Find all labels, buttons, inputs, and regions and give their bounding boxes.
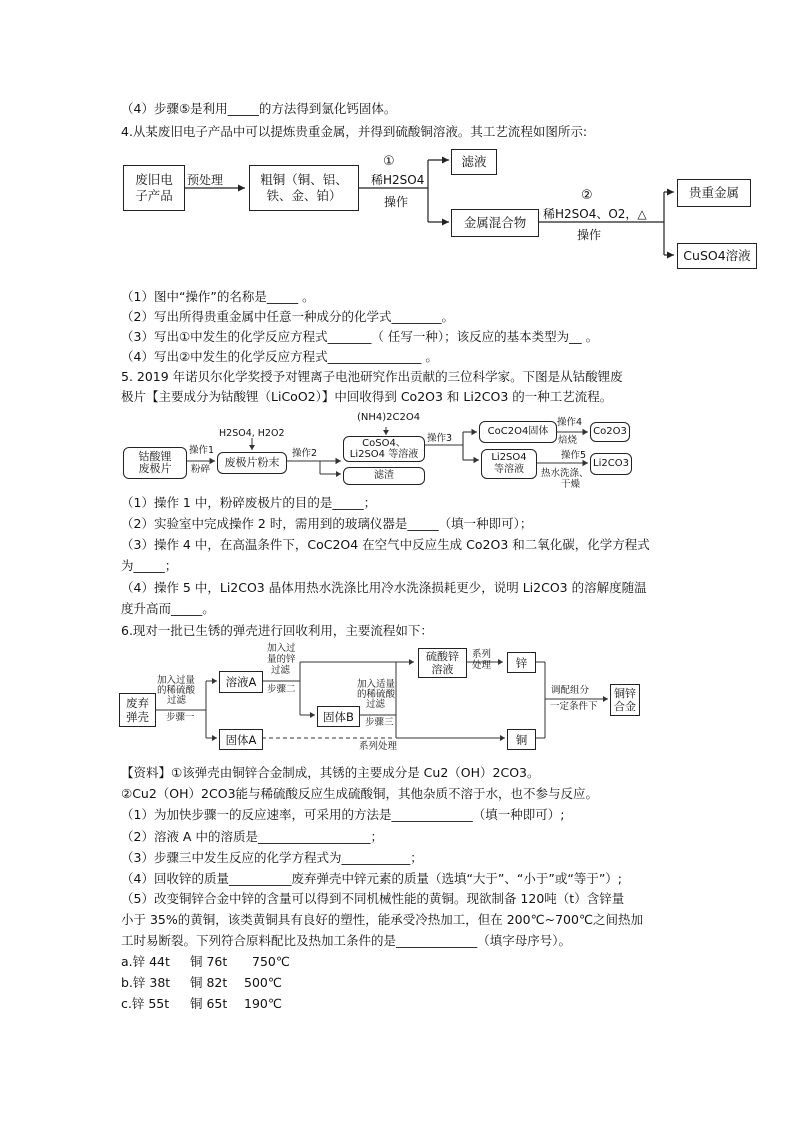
copper-box: 铜	[507, 729, 536, 750]
metal-mixture-box: 金属混合物	[451, 209, 539, 237]
series-process-line2: 处理	[472, 660, 492, 671]
option-b-copper: 铜 82t	[190, 975, 228, 990]
q4-question-4: （4）写出②中发生的化学反应方程式_______________ 。	[121, 349, 438, 364]
option-a-copper: 铜 76t	[190, 954, 228, 969]
box-text: 废极片	[138, 462, 172, 475]
scrap-powder-box: 废极片粉末	[217, 452, 287, 474]
q6-question-1: （1）为加快步骤一的反应速率，可采用的方法是_____________（填一种即可）;	[121, 807, 565, 822]
q6-question-2: （2）溶液 A 中的溶质是__________________；	[121, 829, 383, 844]
step2-line1: 加入过	[267, 643, 296, 654]
residue-box: 滤渣	[343, 467, 425, 485]
li2co3-box: Li2CO3	[590, 453, 632, 475]
op3-label: 操作3	[427, 433, 453, 444]
step1-label: 步骤一	[166, 712, 195, 723]
box-text: 废弃	[126, 696, 149, 710]
step2-line2: 量的锌	[267, 654, 296, 665]
op4-label: 操作4	[557, 417, 583, 428]
box-text: 等溶液	[494, 464, 524, 475]
box-text: CoSO4、	[362, 438, 406, 449]
series-process-line1: 系列	[472, 649, 492, 660]
op1-sub-label: 粉碎	[191, 464, 211, 475]
op1-label: 操作1	[189, 445, 215, 456]
option-b-zinc: b.锌 38t	[121, 975, 171, 990]
dashed-series-process-label: 系列处理	[359, 741, 398, 752]
step2-number: ②	[581, 188, 593, 203]
q6-question-5-line3: 工时易断裂。下列符合原料配比及热加工条件的是_____________（填字母序号）。	[121, 933, 572, 948]
q5-question-4-cont: 度升高而_____。	[121, 601, 215, 616]
q5-question-1: （1）操作 1 中，粉碎废极片的目的是_____；	[121, 495, 377, 510]
q6-question-4: （4）回收锌的质量__________废弃弹壳中锌元素的质量（选填“大于”、“小于”或“等于”）;	[121, 871, 623, 886]
q4-intro: 4.从某废旧电子产品中可以提炼贵重金属，并得到硫酸铜溶液。其工艺流程如图所示:	[121, 124, 588, 139]
q5-question-4: （4）操作 5 中，Li2CO3 晶体用热水洗涤比用冷水洗涤损耗更少，说明 Li2CO3 的溶解度随温	[121, 580, 647, 595]
solid-a-box: 固体A	[219, 729, 263, 750]
box-text: 弹壳	[126, 710, 149, 724]
option-a-zinc: a.锌 44t	[121, 954, 170, 969]
q5-question-3-cont: 为_____；	[121, 558, 178, 573]
option-a-temp: 750℃	[252, 954, 290, 969]
op4-sub-label: 焙烧	[558, 435, 578, 446]
option-c-copper: 铜 65t	[190, 996, 228, 1011]
cuso4-solution-box: CuSO4溶液	[677, 243, 757, 269]
op5-label: 操作5	[561, 450, 587, 461]
box-text: 粗铜（铜、铝、	[260, 172, 348, 187]
box-text: 合金	[614, 700, 636, 713]
q6-intro: 6.现对一批已生锈的弹壳进行回收利用，主要流程如下：	[121, 623, 433, 638]
solid-b-box: 固体B	[317, 706, 360, 727]
step3-label: 步骤三	[365, 717, 394, 728]
reagent-ammonium-oxalate: (NH4)2C2O4	[357, 412, 421, 423]
wash-label-line1: 热水洗涤、	[541, 468, 589, 479]
zinc-sulfate-box	[418, 648, 467, 678]
box-text: 钴酸锂	[138, 450, 172, 463]
box-text: Li2SO4	[491, 452, 527, 463]
filtrate-box: 滤液	[451, 149, 497, 175]
q3-part4: （4）步骤⑤是利用_____的方法得到氯化钙固体。	[121, 101, 397, 116]
q5-question-3: （3）操作 4 中，在高温条件下，CoC2O4 在空气中反应生成 Co2O3 和二氧化碳，化学方程式	[121, 537, 650, 552]
q5-intro-line1: 5. 2019 年诺贝尔化学奖授予对锂离子电池研究作出贡献的三位科学家。下图是从钴酸锂废	[121, 369, 623, 384]
box-text: 废旧电	[135, 172, 173, 187]
q6-info-line2: ②Cu2（OH）2CO3能与稀硫酸反应生成硫酸铜，其他杂质不溶于水，也不参与反应。	[121, 786, 599, 801]
box-text: Li2SO4 等溶液	[349, 449, 419, 460]
step2-line3: 过滤	[271, 665, 291, 676]
wash-label-line2: 干燥	[561, 479, 581, 490]
option-b-temp: 500℃	[244, 975, 282, 990]
step2-operation: 操作	[577, 228, 602, 242]
solution-a-box: 溶液A	[219, 671, 263, 693]
box-text: 子产品	[135, 188, 173, 203]
waste-shell-box	[119, 693, 156, 727]
step3-line3: 过滤	[366, 699, 386, 710]
step1-reagent: 稀H2SO4	[371, 173, 425, 187]
step1-operation: 操作	[384, 195, 409, 209]
step1-number: ①	[383, 154, 395, 169]
q5-question-2: （2）实验室中完成操作 2 时，需用到的玻璃仪器是_____（填一种即可）；	[121, 516, 533, 531]
q4-question-2: （2）写出所得贵重金属中任意一种成分的化学式________。	[121, 309, 454, 324]
zinc-box: 锌	[507, 652, 536, 673]
box-text: 硫酸锌	[426, 650, 459, 663]
coc2o4-box: CoC2O4固体	[479, 421, 557, 443]
step2-label: 步骤二	[267, 684, 296, 695]
step3-line2: 的稀硫酸	[357, 689, 396, 700]
mix-label-line1: 调配组分	[551, 685, 590, 696]
q6-question-5-line2: 小于 35%的黄铜，该类黄铜具有良好的塑性，能承受冷热加工，但在 200℃~700℃之间热加	[121, 912, 643, 927]
q6-question-3: （3）步骤三中发生反应的化学方程式为___________；	[121, 850, 423, 865]
option-c-zinc: c.锌 55t	[121, 996, 170, 1011]
q5-intro-line2: 极片【主要成分为钴酸锂（LiCoO2）】中回收得到 Co2O3 和 Li2CO3 的一种工艺流程。	[121, 389, 613, 404]
step1-line2: 的稀硫酸	[157, 685, 196, 696]
q6-question-5: （5）改变铜锌合金中锌的含量可以得到不同机械性能的黄铜。现欲制备 120吨（t）含锌量	[121, 891, 625, 906]
precious-metal-box: 贵重金属	[677, 179, 751, 207]
step1-line1: 加入过量	[157, 675, 196, 686]
step1-line3: 过滤	[167, 695, 187, 706]
box-text: 铁、金、铂）	[266, 188, 342, 203]
pretreat-label: 预处理	[187, 173, 224, 187]
reagent-h2so4-h2o2: H2SO4, H2O2	[219, 428, 285, 439]
box-text: 溶液	[431, 663, 454, 676]
cu-zn-alloy-box	[610, 684, 640, 716]
op2-label: 操作2	[292, 448, 318, 459]
co2o3-box: Co2O3	[590, 422, 630, 442]
box-text: 铜锌	[614, 687, 636, 700]
mix-label-line2: 一定条件下	[550, 701, 598, 712]
q4-question-1: （1）图中“操作”的名称是_____ 。	[121, 289, 315, 304]
q4-question-3: （3）写出①中发生的化学反应方程式_______（ 任写一种）；该反应的基本类型为__ 。	[121, 329, 599, 344]
q6-info-line1: 【资料】①该弹壳由铜锌合金制成，其锈的主要成分是 Cu2（OH）2CO3。	[121, 765, 540, 780]
step2-reagent: 稀H2SO4、O2，△	[543, 207, 647, 221]
option-c-temp: 190℃	[244, 996, 282, 1011]
step3-line1: 加入适量	[357, 679, 396, 690]
